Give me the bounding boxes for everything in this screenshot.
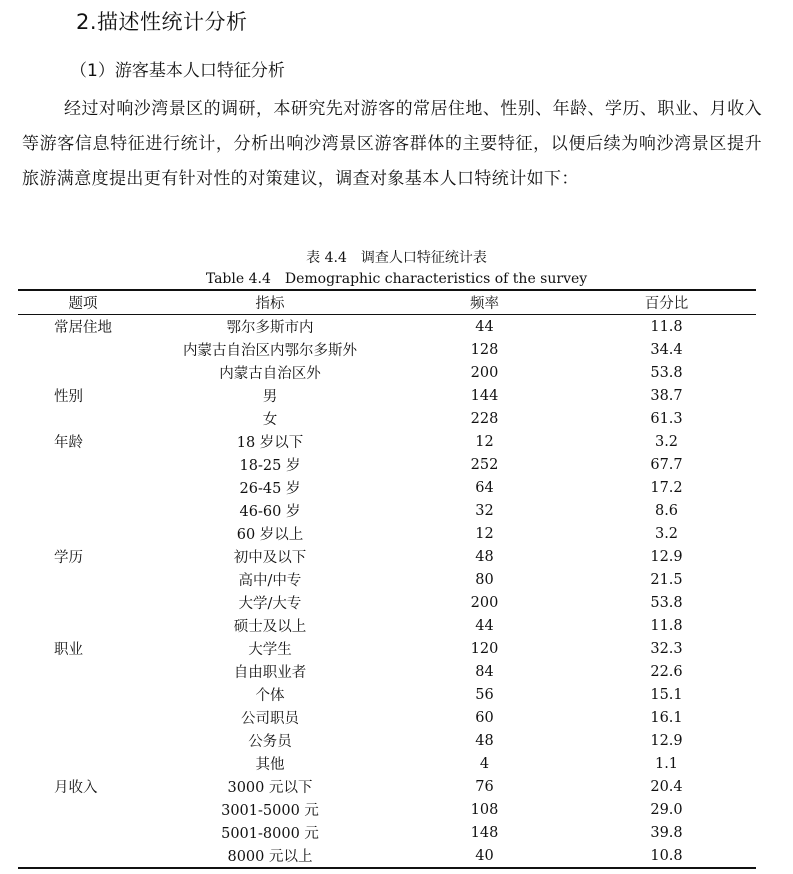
table-row [18,315,756,339]
cell-indicator: 女 [262,412,278,428]
table-row [18,522,756,545]
body-paragraph: 经过对响沙湾景区的调研，本研究先对游客的常居住地、性别、年龄、学历、职业、月收入等游客信息特征进行统计，分析出响沙湾景区游客群体的主要特征，以便后续为响沙湾景区提升旅游满意度提出更有针对性的对策建议，调查对象基本人口特统计如下： [22,99,762,189]
cell-percent: 38.7 [650,387,683,404]
table-row [18,706,756,729]
cell-category [18,660,148,683]
cell-frequency: 144 [470,387,499,404]
cell-category [18,338,148,361]
cell-category [18,752,148,775]
cell-percent: 12.9 [650,732,683,749]
cell-frequency: 120 [470,640,499,657]
table-row [18,407,756,430]
table-row [18,591,756,614]
cell-frequency: 108 [470,801,499,818]
cell-indicator: 公务员 [248,734,292,750]
cell-frequency: 80 [475,571,494,588]
cell-percent: 61.3 [650,410,683,427]
header-indicator: 指标 [148,290,392,315]
cell-indicator: 46-60 岁 [239,504,301,520]
cell-category [18,407,148,430]
header-category: 题项 [18,290,148,315]
cell-frequency: 76 [475,778,494,795]
cell-frequency: 64 [475,479,494,496]
cell-category [18,798,148,821]
cell-category [18,522,148,545]
cell-percent: 53.8 [650,364,683,381]
cell-percent: 17.2 [650,479,683,496]
cell-indicator: 内蒙古自治区外 [219,366,321,382]
cell-indicator: 60 岁以上 [236,527,304,543]
section-title: 2.描述性统计分析 [76,10,248,34]
cell-percent: 32.3 [650,640,683,657]
table-row [18,821,756,844]
cell-category [18,499,148,522]
cell-frequency: 60 [475,709,494,726]
cell-category [18,453,148,476]
cell-percent: 20.4 [650,778,683,795]
cell-indicator: 内蒙古自治区内鄂尔多斯外 [183,343,357,359]
cell-frequency: 148 [470,824,499,841]
cell-percent: 39.8 [650,824,683,841]
cell-indicator: 18-25 岁 [239,458,301,474]
cell-indicator: 公司职员 [241,711,299,727]
table-caption-zh: 表 4.4 调查人口特征统计表 [306,250,487,266]
table-row [18,338,756,361]
cell-frequency: 48 [475,548,494,565]
table-row [18,568,756,591]
cell-percent: 34.4 [650,341,683,358]
cell-percent: 21.5 [650,571,683,588]
table-row [18,499,756,522]
cell-percent: 10.8 [577,844,756,868]
cell-indicator: 其他 [255,757,285,773]
demographics-table [18,289,756,869]
cell-frequency: 128 [470,341,499,358]
cell-frequency: 44 [475,617,494,634]
table-row [18,384,756,407]
cell-frequency: 12 [475,525,494,542]
cell-percent: 11.8 [650,617,683,634]
cell-category [18,614,148,637]
cell-category: 学历 [54,550,83,566]
cell-category [18,821,148,844]
table-row [18,683,756,706]
table-row [18,844,756,868]
cell-indicator: 26-45 岁 [239,481,301,497]
cell-indicator: 18 岁以下 [236,435,304,451]
cell-percent: 16.1 [650,709,683,726]
cell-frequency: 228 [470,410,499,427]
cell-category: 月收入 [54,780,98,796]
cell-indicator: 初中及以下 [233,550,307,566]
cell-percent: 1.1 [654,755,679,772]
table-row [18,798,756,821]
cell-indicator: 8000 元以上 [148,844,392,868]
table-body [18,315,756,869]
header-percent: 百分比 [577,290,756,315]
table-caption-en: Table 4.4 Demographic characteristics of the survey [205,271,588,287]
cell-category: 性别 [54,389,83,405]
cell-category [18,591,148,614]
cell-indicator: 自由职业者 [233,665,307,681]
table-row [18,614,756,637]
cell-category: 职业 [54,642,83,658]
table-row [18,752,756,775]
cell-percent: 22.6 [650,663,683,680]
cell-category [18,568,148,591]
table-row [18,476,756,499]
cell-percent: 12.9 [650,548,683,565]
cell-indicator: 高中/中专 [238,573,302,589]
cell-frequency: 252 [470,456,499,473]
cell-frequency: 200 [470,594,499,611]
cell-indicator: 硕士及以上 [233,619,307,635]
cell-frequency: 200 [470,364,499,381]
cell-percent: 67.7 [650,456,683,473]
cell-percent: 11.8 [650,318,683,335]
table-row [18,775,756,798]
cell-category [18,476,148,499]
cell-percent: 3.2 [654,525,679,542]
cell-indicator: 大学/大专 [238,596,302,612]
cell-category: 年龄 [54,435,83,451]
table-row [18,453,756,476]
cell-category [18,361,148,384]
cell-frequency: 12 [475,433,494,450]
cell-percent: 3.2 [654,433,679,450]
cell-indicator: 3001-5000 元 [221,803,319,819]
header-frequency: 频率 [392,290,577,315]
cell-frequency: 48 [475,732,494,749]
table-header-row [18,290,756,315]
cell-indicator: 个体 [255,688,285,704]
table-row [18,430,756,453]
cell-category [18,844,148,868]
cell-frequency: 84 [475,663,494,680]
cell-category: 常居住地 [54,320,112,336]
cell-category [18,706,148,729]
cell-frequency: 4 [479,755,490,772]
cell-percent: 15.1 [650,686,683,703]
cell-frequency: 32 [475,502,494,519]
cell-percent: 53.8 [650,594,683,611]
cell-percent: 29.0 [650,801,683,818]
cell-frequency: 44 [475,318,494,335]
cell-category [18,729,148,752]
cell-indicator: 大学生 [248,642,292,658]
cell-indicator: 鄂尔多斯市内 [226,320,314,336]
cell-indicator: 男 [262,389,278,405]
cell-category [18,683,148,706]
subsection-title: （1）游客基本人口特征分析 [70,61,285,81]
table-row [18,660,756,683]
cell-indicator: 3000 元以下 [227,780,313,796]
table-row [18,545,756,568]
table-row [18,361,756,384]
cell-frequency: 56 [475,686,494,703]
cell-indicator: 5001-8000 元 [221,826,319,842]
table-row [18,729,756,752]
cell-percent: 8.6 [654,502,679,519]
table-row [18,637,756,660]
cell-frequency: 40 [392,844,577,868]
